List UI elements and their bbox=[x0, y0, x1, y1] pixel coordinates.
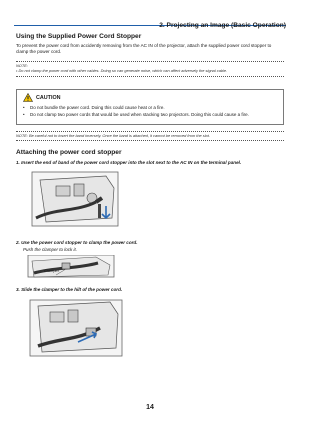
page-number: 14 bbox=[146, 404, 154, 411]
note-divider bbox=[16, 131, 284, 132]
clamper-label: Clamper bbox=[44, 268, 60, 273]
section-body: To prevent the power cord from accidently removing from the AC IN of the projector, attach the supplied power cord stopper to clamp the power cord. bbox=[16, 43, 272, 54]
figure-slide-clamper bbox=[26, 296, 126, 360]
caution-title: CAUTION bbox=[36, 94, 61, 101]
section-title: Using the Supplied Power Cord Stopper bbox=[16, 33, 142, 40]
caution-box bbox=[16, 89, 284, 125]
note-text: • Do not clamp the power cord with other cables. Doing so can generate noise, which can affect adversely the signal cable. bbox=[16, 68, 228, 73]
caution-item bbox=[23, 105, 277, 111]
note-block bbox=[16, 63, 284, 73]
header-title: 2. Projecting an Image (Basic Operation) bbox=[159, 22, 286, 29]
bullet: • bbox=[23, 105, 25, 110]
caution-item-text: Do not bundle the power cord. Doing this could cause heat or a fire. bbox=[30, 105, 165, 110]
bullet: • bbox=[23, 112, 25, 117]
step-2: 2. Use the power cord stopper to clamp the power cord. bbox=[16, 240, 138, 245]
caution-item bbox=[23, 112, 277, 118]
step-2-sub: Push the clamper to lock it. bbox=[23, 247, 78, 252]
note-text-2: NOTE: Be careful not to insert the band inversely. Once the band is attached, it cannot be removed from the slot. bbox=[16, 133, 210, 138]
section-title-2: Attaching the power cord stopper bbox=[16, 149, 122, 156]
note-divider bbox=[16, 61, 284, 62]
step-3: 3. Slide the clamper to the hilt of the power cord. bbox=[16, 287, 123, 292]
step-1: 1. Insert the end of band of the power cord stopper into the slot next to the AC IN on the terminal panel. bbox=[16, 160, 242, 165]
caution-heading bbox=[23, 93, 61, 102]
page-header bbox=[14, 14, 286, 29]
note-divider bbox=[16, 76, 284, 77]
caution-item-text: Do not clamp two power cords that would be used when stacking two projectors. Doing this could cause a fire. bbox=[30, 112, 249, 117]
warning-icon bbox=[23, 93, 33, 102]
note-label: NOTE: bbox=[16, 63, 28, 68]
figure-clamp-cord bbox=[26, 255, 116, 279]
caution-list bbox=[23, 105, 277, 118]
figure-insert-band bbox=[26, 168, 122, 234]
note-divider bbox=[16, 140, 284, 141]
